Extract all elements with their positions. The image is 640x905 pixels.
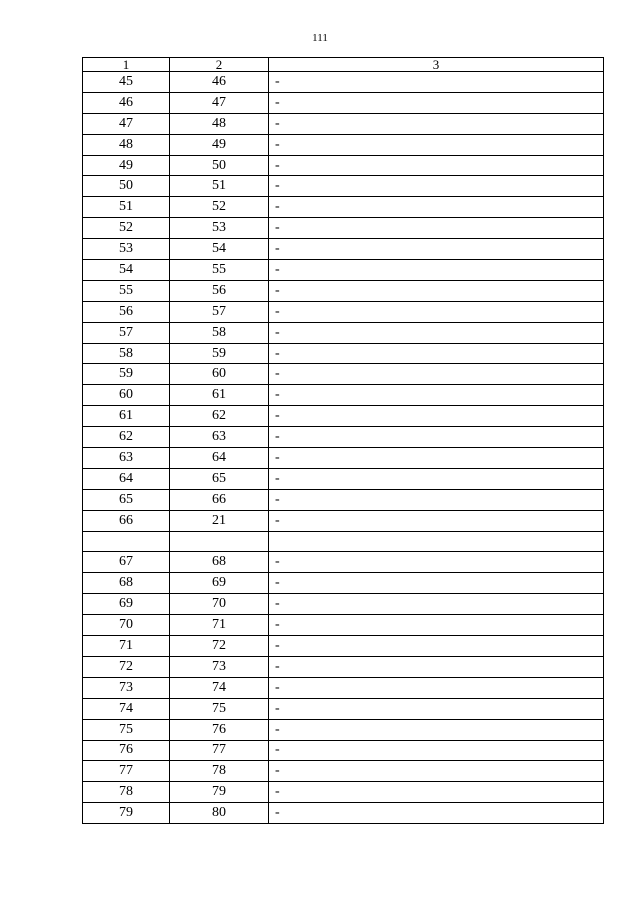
table-cell-col1: 47 [83,113,170,134]
table-cell-col2: 71 [170,615,269,636]
table-cell-col2: 54 [170,239,269,260]
table-row [83,197,604,218]
table-cell-col2: 69 [170,573,269,594]
table-header-row [83,58,604,72]
table-cell-col2: 60 [170,364,269,385]
table-cell-col1: 51 [83,197,170,218]
table-cell-col3: - [269,385,604,406]
table-cell-col1: 50 [83,176,170,197]
table-cell-col2: 58 [170,322,269,343]
table-cell-col2: 79 [170,782,269,803]
table-row [83,280,604,301]
table-row [83,427,604,448]
table-cell-col1: 64 [83,468,170,489]
table-cell-col2: 56 [170,280,269,301]
table-cell-col3: - [269,782,604,803]
table-cell-col2: 74 [170,677,269,698]
table-row [83,698,604,719]
table-row [83,489,604,510]
table-cell-col2: 64 [170,448,269,469]
table-cell-col3: - [269,636,604,657]
table-cell-col2: 70 [170,594,269,615]
table-cell-col1: 76 [83,740,170,761]
table-row [83,677,604,698]
table-cell-col2: 51 [170,176,269,197]
table-cell-col1: 63 [83,448,170,469]
table-cell-col2: 49 [170,134,269,155]
table-cell-col2: 57 [170,301,269,322]
table-cell-col3: - [269,301,604,322]
table-cell-col3: - [269,239,604,260]
table-cell-col1: 53 [83,239,170,260]
table-row [83,615,604,636]
table-row [83,531,604,552]
table-cell-col3: - [269,803,604,824]
table-cell-col2 [170,531,269,552]
table-cell-col1: 46 [83,92,170,113]
table-cell-col3: - [269,343,604,364]
table-cell-col3: - [269,197,604,218]
table-cell-col1: 62 [83,427,170,448]
table-cell-col3: - [269,92,604,113]
table-row [83,385,604,406]
table-cell-col1: 49 [83,155,170,176]
table-cell-col3: - [269,72,604,93]
table-row [83,719,604,740]
table-cell-col1: 59 [83,364,170,385]
table-cell-col1: 48 [83,134,170,155]
table-cell-col3: - [269,448,604,469]
table-cell-col3: - [269,573,604,594]
table-row [83,510,604,531]
table-row [83,72,604,93]
table-row [83,364,604,385]
table-cell-col1: 45 [83,72,170,93]
data-table [82,57,604,824]
table-row [83,448,604,469]
table-row [83,406,604,427]
table-cell-col2: 65 [170,468,269,489]
table-cell-col2: 59 [170,343,269,364]
table-cell-col1 [83,531,170,552]
table-cell-col1: 54 [83,260,170,281]
table-cell-col1: 71 [83,636,170,657]
table-cell-col1: 60 [83,385,170,406]
table-cell-col1: 78 [83,782,170,803]
table-row [83,782,604,803]
table-cell-col2: 61 [170,385,269,406]
table-row [83,134,604,155]
table-cell-col3: - [269,615,604,636]
table-cell-col2: 66 [170,489,269,510]
table-cell-col3: - [269,218,604,239]
table-row [83,92,604,113]
table-cell-col1: 77 [83,761,170,782]
table-row [83,552,604,573]
table-cell-col2: 48 [170,113,269,134]
table-cell-col2: 78 [170,761,269,782]
table-cell-col3: - [269,280,604,301]
table-cell-col3: - [269,510,604,531]
table-cell-col3: - [269,406,604,427]
table-cell-col2: 80 [170,803,269,824]
table-cell-col2: 62 [170,406,269,427]
table-cell-col3: - [269,698,604,719]
table-cell-col1: 79 [83,803,170,824]
table-cell-col1: 68 [83,573,170,594]
table-cell-col1: 67 [83,552,170,573]
table-cell-col1: 57 [83,322,170,343]
table-cell-col3: - [269,719,604,740]
table-row [83,656,604,677]
table-cell-col3: - [269,740,604,761]
table-row [83,322,604,343]
table-cell-col3: - [269,113,604,134]
table-cell-col1: 75 [83,719,170,740]
table-cell-col3: - [269,677,604,698]
table-cell-col2: 55 [170,260,269,281]
table-row [83,636,604,657]
table-cell-col1: 56 [83,301,170,322]
table-cell-col1: 66 [83,510,170,531]
table-cell-col2: 46 [170,72,269,93]
table-row [83,301,604,322]
table-cell-col3: - [269,176,604,197]
table-cell-col2: 47 [170,92,269,113]
table-cell-col1: 74 [83,698,170,719]
column-header-3: 3 [269,58,604,72]
table-cell-col2: 73 [170,656,269,677]
table-cell-col1: 65 [83,489,170,510]
table-cell-col3: - [269,594,604,615]
table-row [83,176,604,197]
table-cell-col1: 55 [83,280,170,301]
table-cell-col3: - [269,489,604,510]
table-row [83,468,604,489]
table-cell-col3: - [269,552,604,573]
table-cell-col3: - [269,364,604,385]
table-row [83,573,604,594]
page-number: 111 [312,32,328,44]
table-cell-col3: - [269,322,604,343]
table-cell-col1: 61 [83,406,170,427]
table-cell-col2: 72 [170,636,269,657]
table-cell-col2: 75 [170,698,269,719]
table-cell-col2: 63 [170,427,269,448]
table-cell-col2: 76 [170,719,269,740]
table-row [83,239,604,260]
table-cell-col3: - [269,155,604,176]
table-cell-col1: 72 [83,656,170,677]
table-cell-col3: - [269,260,604,281]
table-body [83,72,604,824]
table-cell-col3: - [269,427,604,448]
table-cell-col2: 68 [170,552,269,573]
table-cell-col3 [269,531,604,552]
column-header-1: 1 [83,58,170,72]
table-cell-col2: 53 [170,218,269,239]
table-row [83,343,604,364]
column-header-2: 2 [170,58,269,72]
table-cell-col2: 77 [170,740,269,761]
table-cell-col2: 21 [170,510,269,531]
table-cell-col3: - [269,134,604,155]
table-row [83,803,604,824]
table-row [83,761,604,782]
table-row [83,594,604,615]
table-row [83,740,604,761]
table-cell-col1: 73 [83,677,170,698]
table-cell-col1: 58 [83,343,170,364]
table-cell-col3: - [269,468,604,489]
table-cell-col3: - [269,761,604,782]
table-row [83,218,604,239]
table-cell-col2: 52 [170,197,269,218]
table-row [83,260,604,281]
table-cell-col1: 52 [83,218,170,239]
table-row [83,155,604,176]
table-cell-col1: 70 [83,615,170,636]
table-cell-col2: 50 [170,155,269,176]
table-cell-col1: 69 [83,594,170,615]
table-row [83,113,604,134]
table-cell-col3: - [269,656,604,677]
